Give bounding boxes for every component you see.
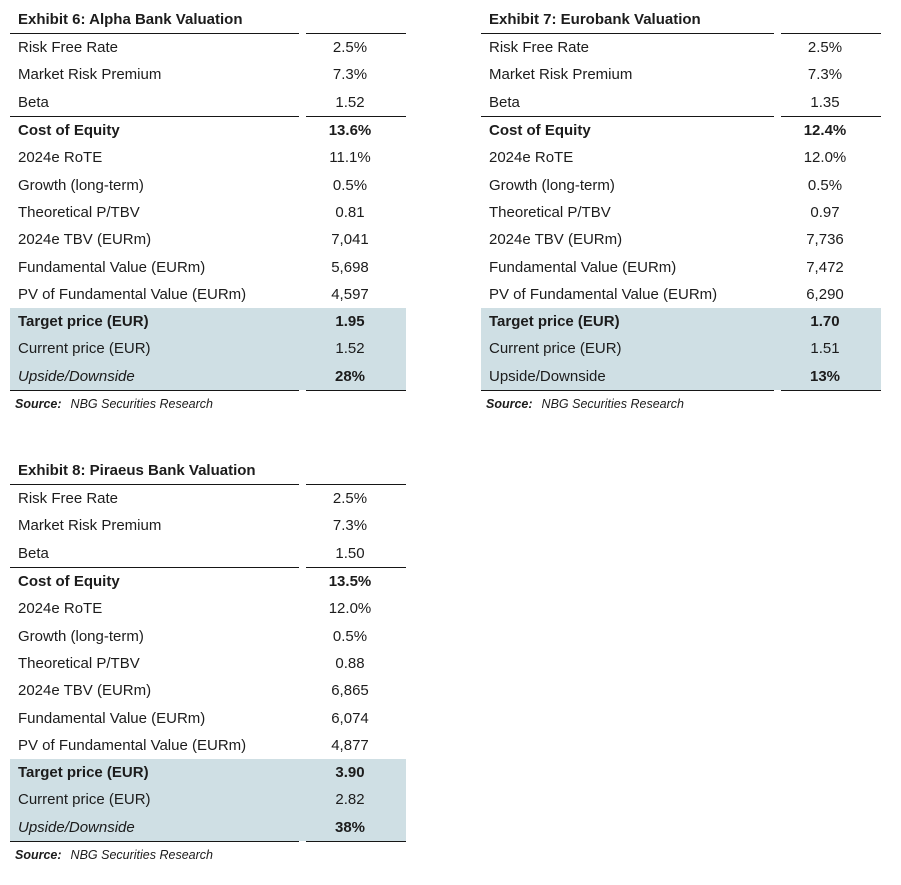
- column-gap: [299, 704, 306, 731]
- table-row: [481, 199, 881, 226]
- row-label: Fundamental Value (EURm): [489, 258, 677, 276]
- row-label: Fundamental Value (EURm): [18, 709, 206, 727]
- row-label: Market Risk Premium: [489, 66, 633, 84]
- row-value: 0.97: [810, 203, 840, 221]
- row-value: 1.95: [306, 308, 406, 335]
- row-value: 1.52: [306, 89, 406, 117]
- column-gap: [299, 34, 306, 62]
- row-value: 38%: [306, 814, 406, 842]
- row-value: 7.3%: [332, 66, 368, 84]
- exhibit-title: Exhibit 8: Piraeus Bank Valuation: [18, 462, 256, 479]
- row-value: 0.5%: [332, 627, 368, 645]
- source-label: Source:: [15, 847, 62, 862]
- table-row: [10, 732, 406, 759]
- column-gap: [774, 89, 781, 117]
- column-gap: [299, 308, 306, 335]
- row-value: 2.5%: [306, 34, 406, 62]
- table-row: [10, 199, 406, 226]
- row-value: 0.5%: [807, 176, 843, 194]
- valuation-table: [481, 33, 881, 391]
- row-value: 6,290: [806, 285, 844, 303]
- valuation-table: [10, 33, 406, 391]
- column-gap: [774, 116, 781, 144]
- column-gap: [774, 253, 781, 280]
- column-gap: [299, 759, 306, 786]
- table-row: [10, 34, 406, 62]
- source-text: NBG Securities Research: [541, 396, 684, 411]
- row-value: 3.90: [306, 759, 406, 786]
- table-row: [481, 61, 881, 88]
- row-value: 7,472: [806, 258, 844, 276]
- row-label: Target price (EUR): [10, 308, 299, 335]
- column-gap: [299, 61, 306, 88]
- table-row: [10, 116, 406, 144]
- table-row-current-price: [10, 786, 406, 813]
- row-label: PV of Fundamental Value (EURm): [18, 736, 247, 754]
- row-value: 0.88: [335, 654, 365, 672]
- row-label: Upside/Downside: [10, 363, 299, 391]
- row-value: 1.52: [306, 335, 406, 362]
- row-value: 1.70: [781, 308, 881, 335]
- row-value: 13.6%: [328, 122, 372, 140]
- column-gap: [299, 226, 306, 253]
- row-label: Current price (EUR): [481, 335, 774, 362]
- row-value: 2.82: [306, 786, 406, 813]
- row-value: 6,074: [331, 709, 369, 727]
- row-value: 13%: [781, 363, 881, 391]
- column-gap: [299, 732, 306, 759]
- row-value: 2.5%: [781, 34, 881, 62]
- table-row: [10, 253, 406, 280]
- row-label: Cost of Equity: [489, 122, 591, 140]
- column-gap: [299, 595, 306, 622]
- row-value: 6,865: [331, 682, 369, 700]
- row-label: 2024e RoTE: [489, 149, 574, 167]
- column-gap: [774, 281, 781, 308]
- table-row: [10, 281, 406, 308]
- column-gap: [299, 650, 306, 677]
- table-row: [10, 485, 406, 513]
- table-row: [481, 281, 881, 308]
- table-row-target-price: [481, 308, 881, 335]
- row-value: 7.3%: [807, 66, 843, 84]
- column-gap: [774, 144, 781, 171]
- row-value: 2.5%: [306, 485, 406, 513]
- column-gap: [299, 677, 306, 704]
- table-row: [10, 512, 406, 539]
- row-label: Theoretical P/TBV: [489, 203, 611, 221]
- column-gap: [299, 786, 306, 813]
- table-row-current-price: [10, 335, 406, 362]
- column-gap: [774, 61, 781, 88]
- table-row: [481, 144, 881, 171]
- row-value: 7,041: [331, 231, 369, 249]
- table-row: [10, 540, 406, 568]
- row-value: 12.4%: [803, 122, 847, 140]
- column-gap: [299, 512, 306, 539]
- source-label: Source:: [486, 396, 533, 411]
- column-gap: [774, 335, 781, 362]
- row-label: Theoretical P/TBV: [18, 654, 140, 672]
- row-label: 2024e TBV (EURm): [18, 682, 152, 700]
- row-label: Market Risk Premium: [18, 66, 162, 84]
- row-label: Theoretical P/TBV: [18, 203, 140, 221]
- table-row: [10, 89, 406, 117]
- source-text: NBG Securities Research: [70, 396, 213, 411]
- column-gap: [299, 363, 306, 391]
- table-row: [481, 226, 881, 253]
- table-row: [10, 144, 406, 171]
- table-row-upside-downside: [10, 363, 406, 391]
- exhibit-card-alpha-bank: [10, 11, 406, 411]
- row-label: Cost of Equity: [18, 122, 120, 140]
- column-gap: [299, 199, 306, 226]
- row-label: 2024e RoTE: [18, 149, 103, 167]
- row-label: Current price (EUR): [10, 335, 299, 362]
- table-row-upside-downside: [10, 814, 406, 842]
- row-label: Fundamental Value (EURm): [18, 258, 206, 276]
- row-value: 11.1%: [329, 149, 371, 167]
- row-label: Market Risk Premium: [18, 517, 162, 535]
- table-row: [10, 622, 406, 649]
- table-row-target-price: [10, 759, 406, 786]
- table-row-upside-downside: [481, 363, 881, 391]
- row-label: Growth (long-term): [18, 627, 144, 645]
- column-gap: [299, 540, 306, 568]
- row-label: Risk Free Rate: [10, 485, 299, 513]
- source-note: [481, 397, 881, 411]
- table-row: [10, 650, 406, 677]
- row-label: 2024e TBV (EURm): [489, 231, 623, 249]
- row-label: Target price (EUR): [481, 308, 774, 335]
- column-gap: [299, 485, 306, 513]
- row-value: 1.50: [306, 540, 406, 568]
- column-gap: [299, 622, 306, 649]
- row-label: Upside/Downside: [10, 814, 299, 842]
- table-row: [10, 704, 406, 731]
- column-gap: [299, 89, 306, 117]
- exhibit-card-piraeus-bank: [10, 462, 406, 862]
- column-gap: [774, 171, 781, 198]
- source-label: Source:: [15, 396, 62, 411]
- table-row: [481, 253, 881, 280]
- row-label: Beta: [481, 89, 774, 117]
- valuation-table: [10, 484, 406, 842]
- row-value: 1.51: [781, 335, 881, 362]
- column-gap: [299, 144, 306, 171]
- column-gap: [299, 335, 306, 362]
- table-row: [10, 171, 406, 198]
- row-value: 4,877: [331, 736, 369, 754]
- column-gap: [299, 171, 306, 198]
- row-label: Beta: [10, 540, 299, 568]
- table-row-current-price: [481, 335, 881, 362]
- table-row: [10, 677, 406, 704]
- exhibit-title: Exhibit 6: Alpha Bank Valuation: [18, 11, 243, 28]
- table-row-target-price: [10, 308, 406, 335]
- source-note: [10, 848, 406, 862]
- table-row: [481, 116, 881, 144]
- column-gap: [774, 34, 781, 62]
- exhibit-title: Exhibit 7: Eurobank Valuation: [489, 11, 701, 28]
- table-row: [481, 89, 881, 117]
- row-label: Growth (long-term): [489, 176, 615, 194]
- row-label: 2024e RoTE: [18, 600, 103, 618]
- row-value: 13.5%: [328, 573, 372, 591]
- row-label: Cost of Equity: [18, 573, 120, 591]
- row-label: Target price (EUR): [10, 759, 299, 786]
- column-gap: [774, 363, 781, 391]
- column-gap: [774, 226, 781, 253]
- column-gap: [774, 199, 781, 226]
- row-label: Growth (long-term): [18, 176, 144, 194]
- table-row: [481, 171, 881, 198]
- exhibit-card-eurobank: [481, 11, 881, 411]
- row-label: Beta: [10, 89, 299, 117]
- row-value: 12.0%: [803, 149, 847, 167]
- table-row: [10, 567, 406, 595]
- row-label: Risk Free Rate: [10, 34, 299, 62]
- row-value: 4,597: [331, 285, 369, 303]
- row-label: Upside/Downside: [481, 363, 774, 391]
- source-text: NBG Securities Research: [70, 847, 213, 862]
- row-value: 12.0%: [328, 600, 372, 618]
- row-label: 2024e TBV (EURm): [18, 231, 152, 249]
- column-gap: [774, 308, 781, 335]
- column-gap: [299, 116, 306, 144]
- column-gap: [299, 567, 306, 595]
- table-row: [10, 226, 406, 253]
- row-label: Risk Free Rate: [481, 34, 774, 62]
- row-label: PV of Fundamental Value (EURm): [18, 285, 247, 303]
- row-value: 7.3%: [332, 517, 368, 535]
- row-value: 0.5%: [332, 176, 368, 194]
- row-value: 1.35: [781, 89, 881, 117]
- row-value: 0.81: [335, 203, 365, 221]
- source-note: [10, 397, 406, 411]
- row-value: 28%: [306, 363, 406, 391]
- column-gap: [299, 814, 306, 842]
- column-gap: [299, 281, 306, 308]
- row-label: Current price (EUR): [10, 786, 299, 813]
- table-row: [481, 34, 881, 62]
- row-label: PV of Fundamental Value (EURm): [489, 285, 718, 303]
- table-row: [10, 61, 406, 88]
- table-row: [10, 595, 406, 622]
- row-value: 7,736: [806, 231, 844, 249]
- row-value: 5,698: [331, 258, 369, 276]
- column-gap: [299, 253, 306, 280]
